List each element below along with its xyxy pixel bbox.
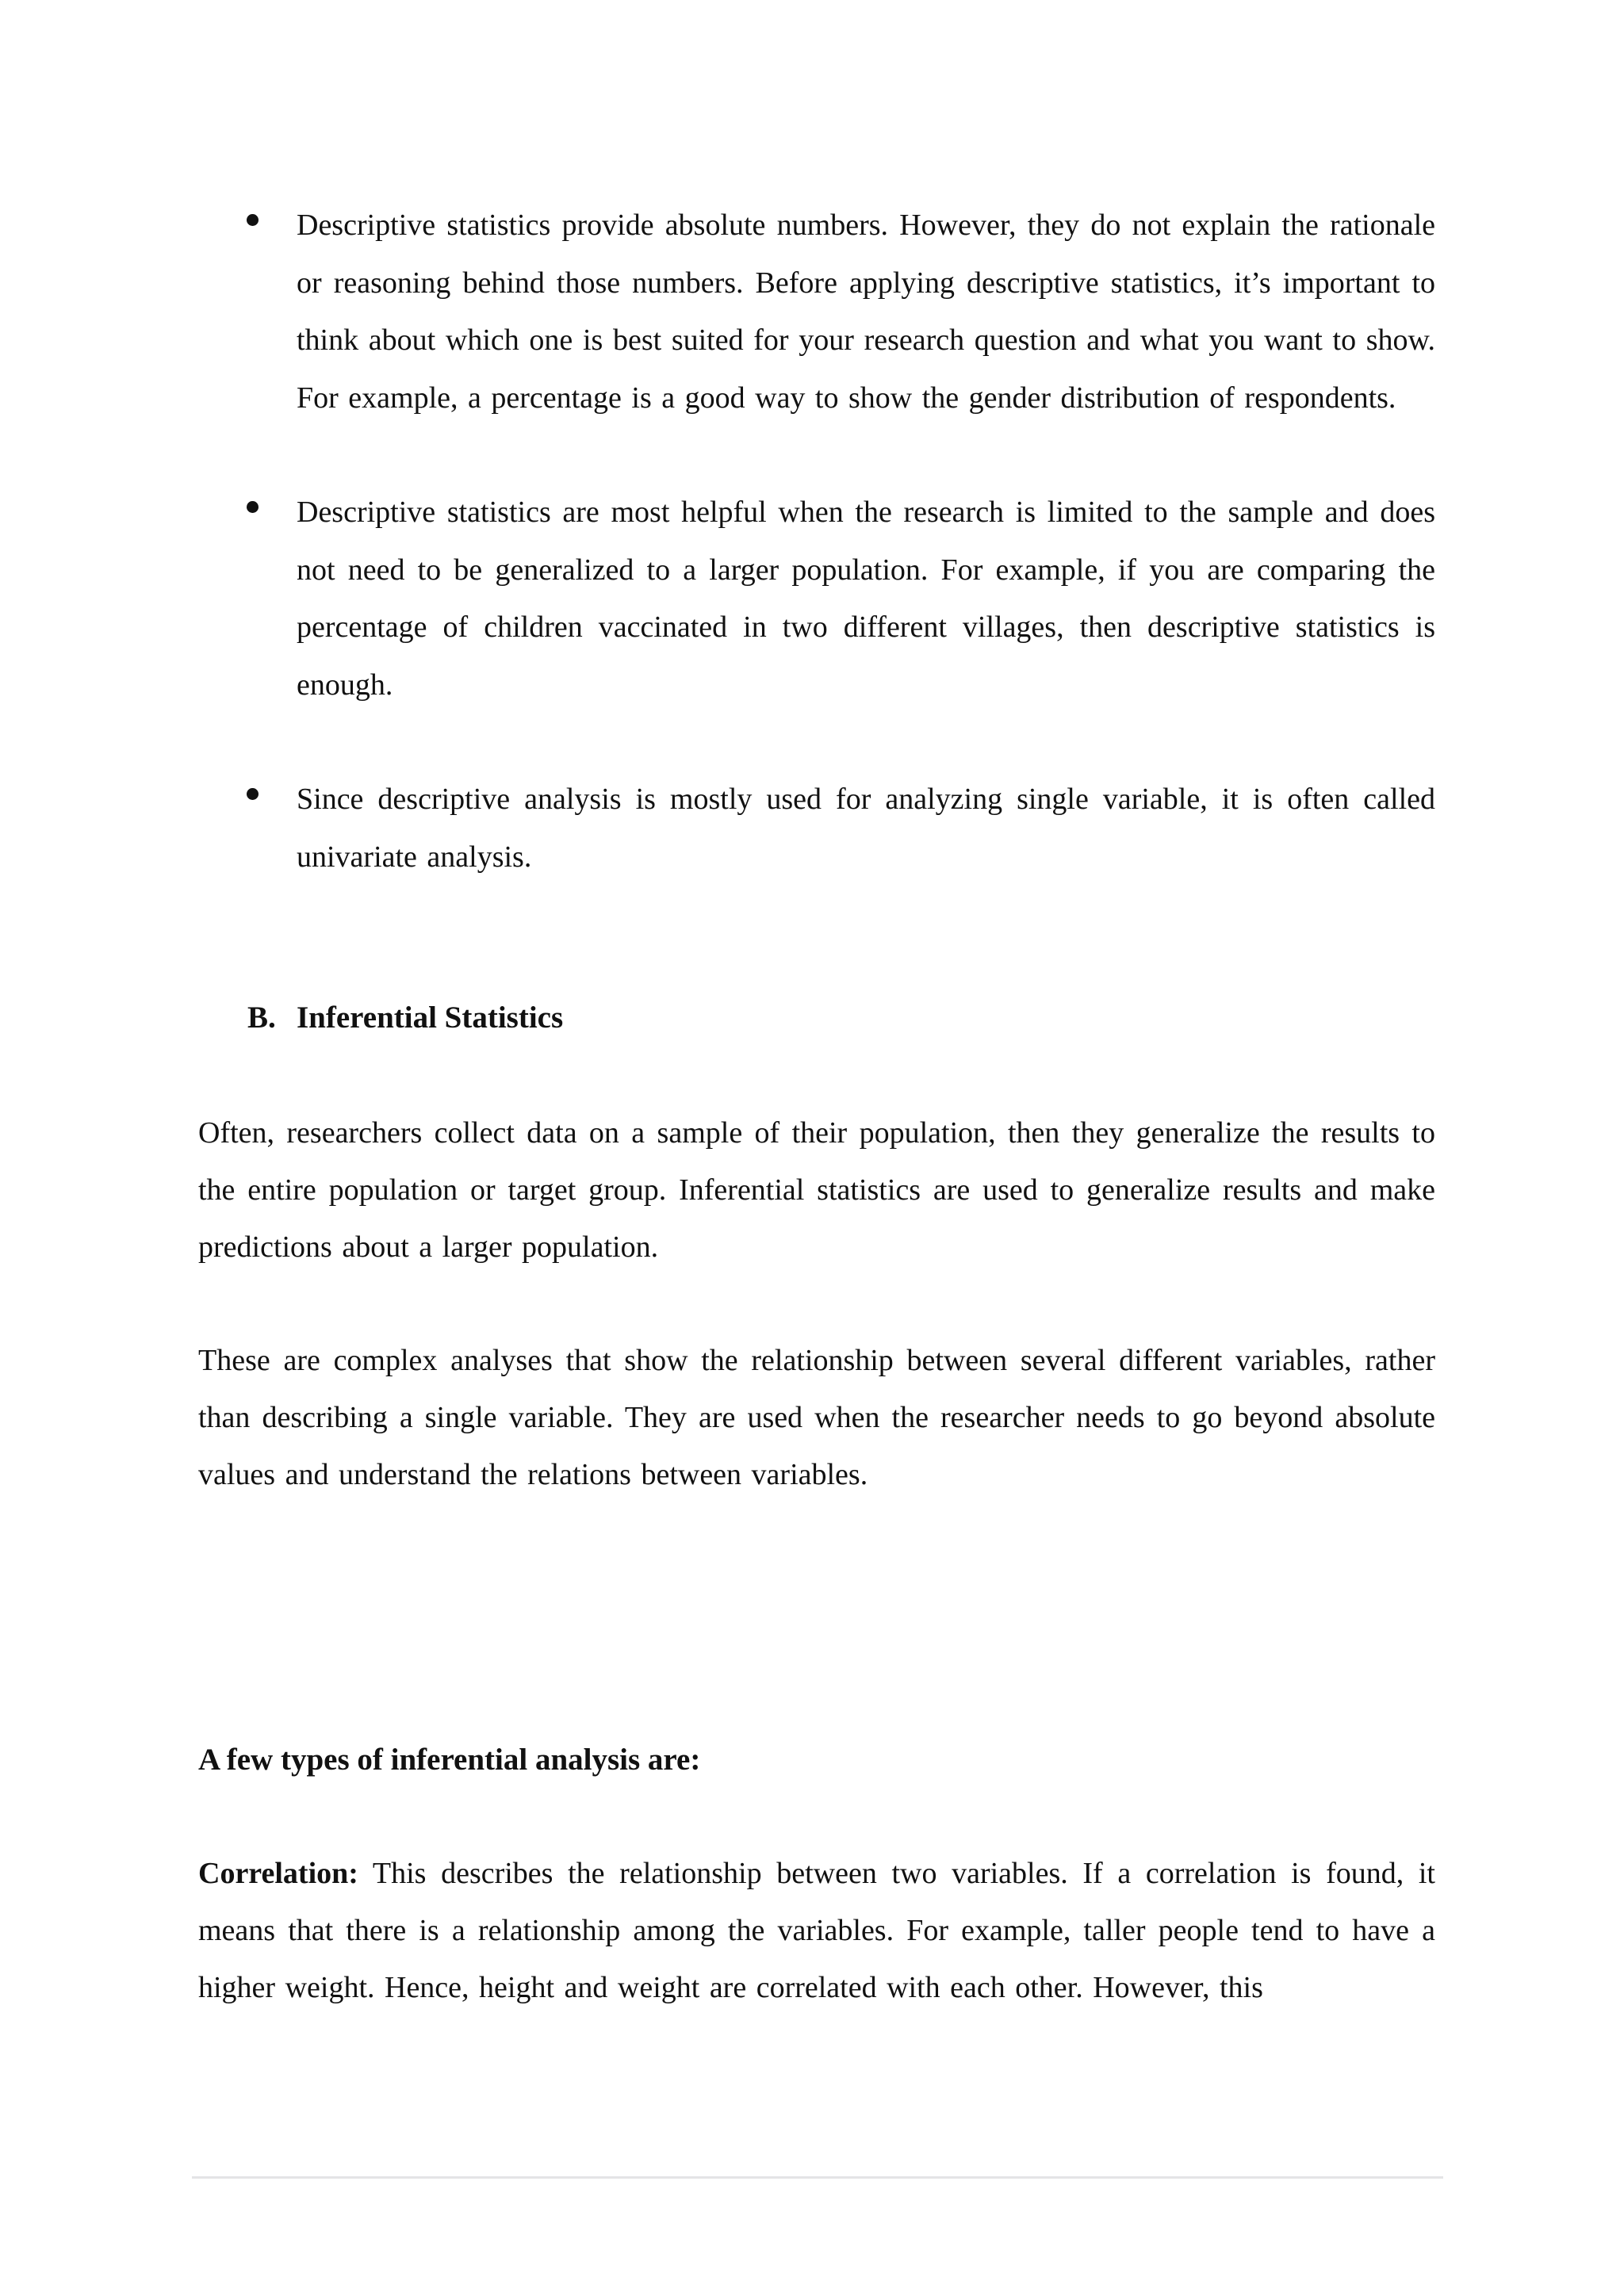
bullet-icon <box>247 501 259 513</box>
section-title: Inferential Statistics <box>297 1001 564 1035</box>
bullet-icon <box>247 788 259 800</box>
list-item <box>0 197 1624 427</box>
correlation-text: This describes the relationship between two variables. If a correlation is found, it means that there is a relationship among the variables. For example, taller people tend to have a higher weight. Hence, height and weight are correlated with each other. However, this <box>198 1857 1435 2004</box>
paragraph-correlation <box>198 1845 1435 2016</box>
section-letter: B. <box>247 1001 276 1035</box>
correlation-term: Correlation: <box>198 1857 358 1890</box>
bullet-text: Descriptive statistics are most helpful when the research is limited to the sample and does not need to be generalized to a larger population. For example, if you are comparing the percentage of children vaccinated in two different villages, then descriptive statistics is enough. <box>297 496 1435 702</box>
bullet-text: Since descriptive analysis is mostly used for analyzing single variable, it is often called univariate analysis. <box>297 783 1435 874</box>
paragraph-inferential-intro: Often, researchers collect data on a sample of their population, then they generalize the results to the entire population or target group. Inferential statistics are used to generalize results and make predictions about a larger population. <box>198 1116 1435 1264</box>
bullet-text: Descriptive statistics provide absolute numbers. However, they do not explain the rationale or reasoning behind those numbers. Before applying descriptive statistics, it’s important to think about which one is best suited for your research question and what you want to show. For example, a percentage is a good way to show the gender distribution of respondents. <box>297 209 1435 415</box>
bullet-icon <box>247 214 259 226</box>
footer-divider <box>192 2176 1443 2179</box>
list-item <box>0 771 1624 886</box>
list-item <box>0 484 1624 714</box>
section-heading-inferential-statistics <box>247 994 563 1042</box>
types-heading: A few types of inferential analysis are: <box>198 1743 701 1777</box>
descriptive-statistics-bullet-list <box>0 197 1624 943</box>
paragraph-complex-analyses: These are complex analyses that show the relationship between several different variables, rather than describing a single variable. They are used when the researcher needs to go beyond absolute values and understand the relations between variables. <box>198 1344 1435 1491</box>
